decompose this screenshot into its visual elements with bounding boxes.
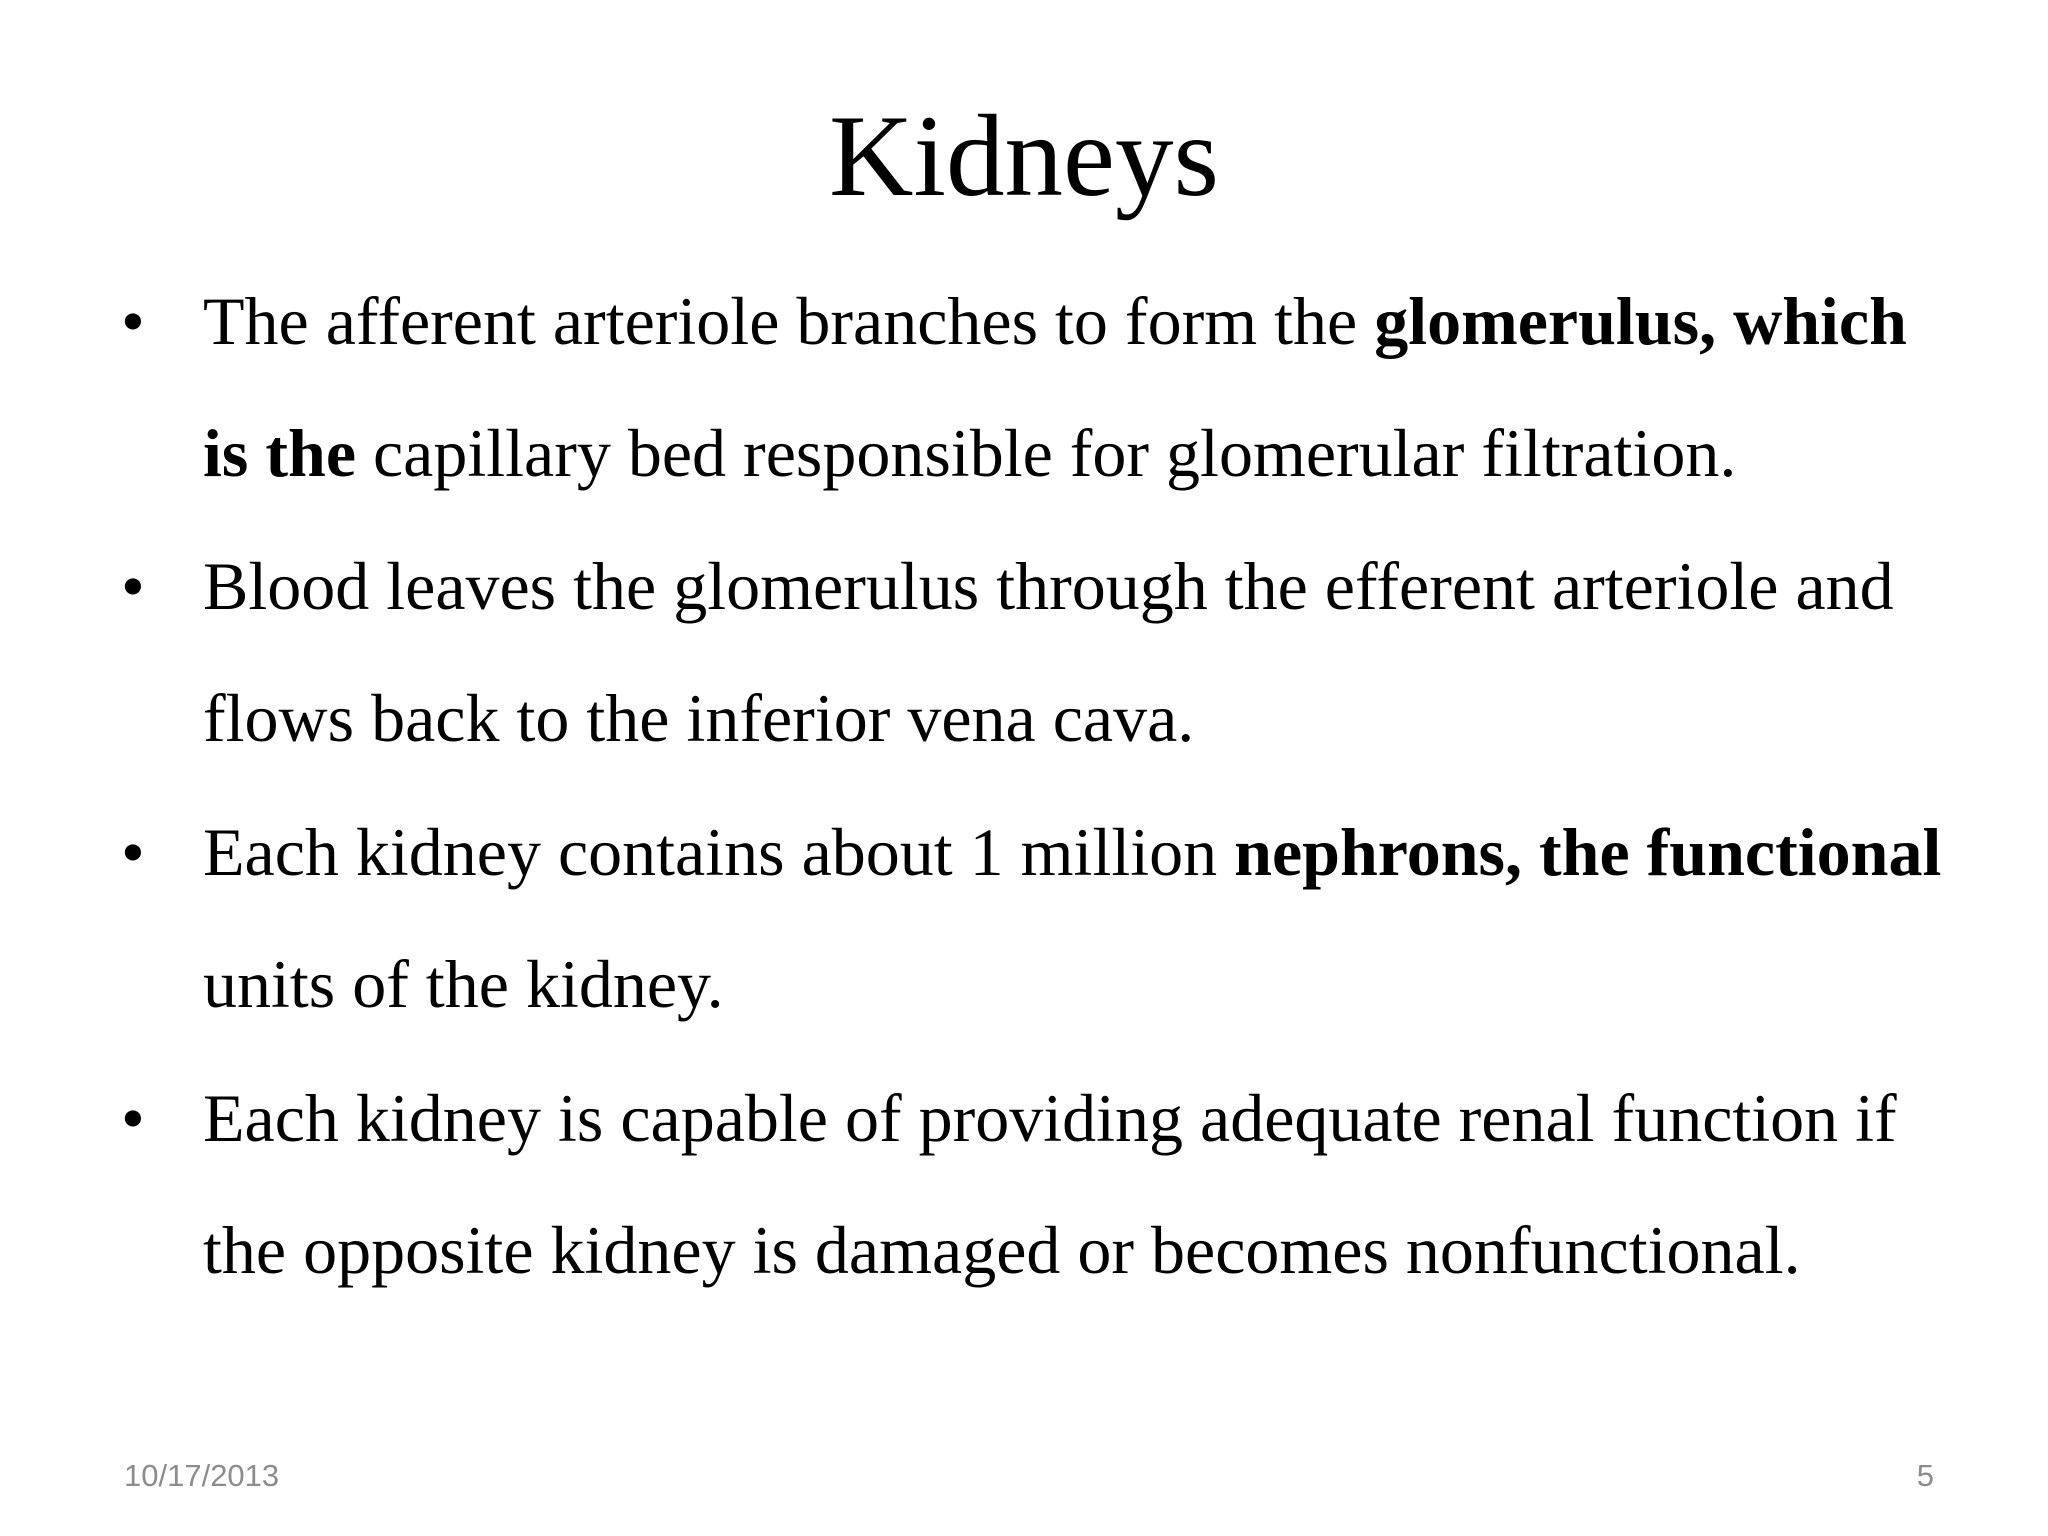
- bullet-line: [203, 387, 2003, 519]
- text-run: The afferent arteriole branches to form the: [203, 283, 1375, 359]
- text-run: Each kidney is capable of providing adequate renal function if: [203, 1080, 1897, 1156]
- bold-text-run: glomerulus, which: [1374, 283, 1907, 359]
- bullet-line: [203, 918, 2003, 1050]
- slide-title: Kidneys: [829, 92, 1219, 221]
- bold-text-run: nephrons, the functional: [1234, 814, 1942, 890]
- bullet-text: [203, 520, 2003, 784]
- bullet-line: [203, 1052, 2003, 1184]
- bullet-text: [203, 255, 2003, 519]
- text-run: units of the kidney.: [203, 946, 724, 1022]
- bullet-line: [203, 652, 2003, 784]
- bullet-text: [203, 1052, 2003, 1316]
- text-run: flows back to the inferior vena cava.: [203, 680, 1195, 756]
- text-run: Each kidney contains about 1 million: [203, 814, 1235, 890]
- bullet-marker: •: [121, 814, 145, 890]
- footer-date: 10/17/2013: [124, 1458, 280, 1493]
- bullet-text: [203, 786, 2003, 1050]
- text-run: capillary bed responsible for glomerular filtration.: [356, 415, 1737, 491]
- bullet-line: [203, 255, 2003, 387]
- text-run: the opposite kidney is damaged or becomes nonfunctional.: [203, 1212, 1801, 1288]
- slide-number: 5: [1916, 1458, 1934, 1493]
- bold-text-run: is the: [203, 415, 356, 491]
- bullet-marker: •: [121, 283, 145, 359]
- text-run: Blood leaves the glomerulus through the efferent arteriole and: [203, 548, 1894, 624]
- bullet-line: [203, 786, 2003, 918]
- bullet-line: [203, 520, 2003, 652]
- bullet-marker: •: [121, 1080, 145, 1156]
- bullet-line: [203, 1184, 2003, 1316]
- bullet-marker: •: [121, 548, 145, 624]
